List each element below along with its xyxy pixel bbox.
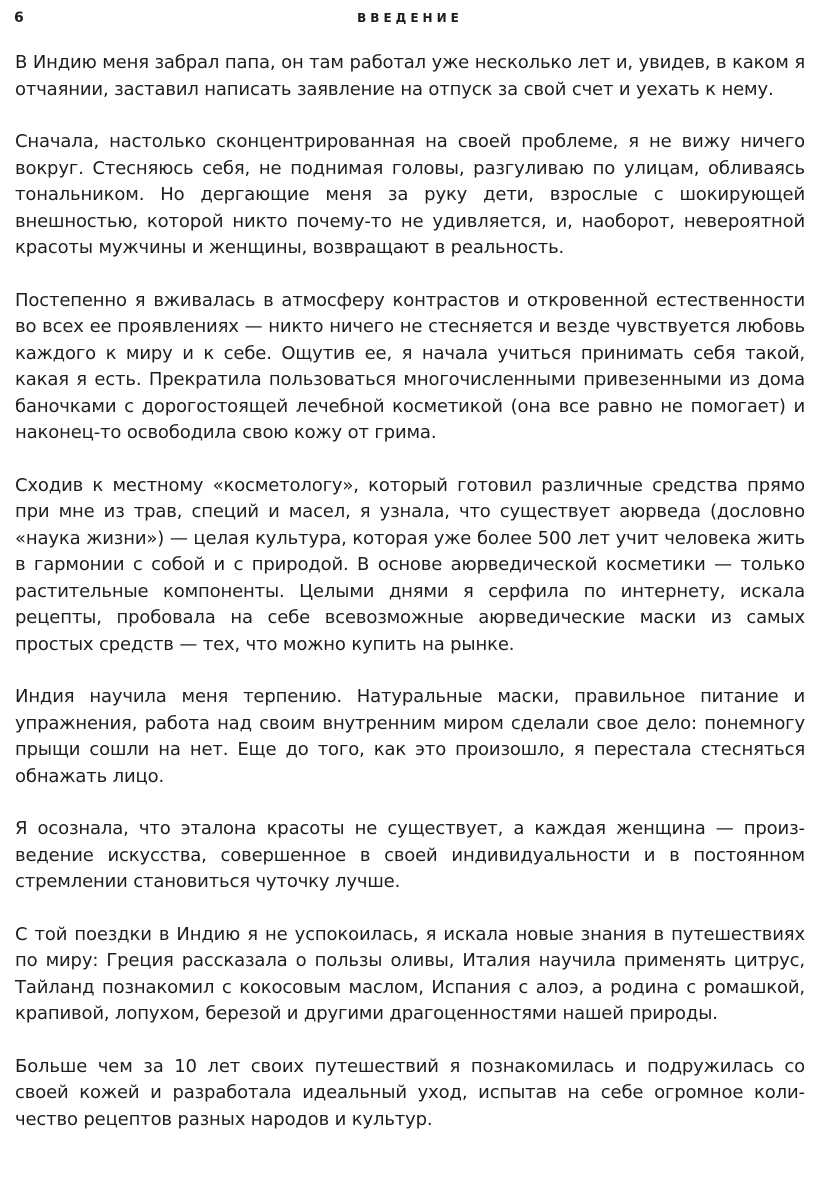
page-number: 6 (14, 10, 24, 26)
paragraph: С той поездки в Индию я не успокоилась, я искала новые знания в путешествиях по миру: Греция рассказала о пользы оливы, Италия научила применять цитрус, Тайланд познакомил с кокосовым маслом, Испания с алоэ, а родина с ромашкой, крапивой, лопухом, березой и другими драгоценностями нашей природы. (15, 923, 805, 1024)
paragraph: Я осознала, что эталона красоты не существует, а каждая женщина — произведение искусства, совершенное в своей индивидуальности и в постоянном стремлении становиться чуточку лучше. (15, 818, 805, 892)
paragraph: Сходив к местному «косметологу», который готовил различные средства прямо при мне из трав, специй и масел, я узнала, что существует аюрведа (дословно «наука жизни») — целая культура, которая уже более 500 лет учит человека жить в гармонии с собой и с природой. В основе аюрведической косметики — только растительные компоненты. Целыми днями я серфила по интернету, искала рецепты, пробовала на себе всевозможные аюрведические маски из самых простых средств — тех, что можно купить на рынке. (15, 474, 805, 655)
paragraph: Индия научила меня терпению. Натуральные маски, правильное питание и упражнения, работа над своим внутренним миром сделали свое дело: понемногу прыщи сошли на нет. Еще до того, как это произошло, я перестала стесняться обнажать лицо. (15, 686, 805, 787)
paragraph: Больше чем за 10 лет своих путешествий я познакомилась и подружилась со своей кожей и разработала идеальный уход, испытав на себе огромное количество рецептов разных народов и культур. (15, 1055, 805, 1130)
paragraph: Сначала, настолько сконцентрированная на своей проблеме, я не вижу ничего вокруг. Стесняюсь себя, не поднимая головы, разгуливаю по улицам, обливаясь тональником. Но дергающие меня за руку дети, взрослые с шокирующей внешностью, которой никто почему-то не удивляется, и, наоборот, невероятной красоты мужчины и женщины, возвращают в реальность. (15, 131, 805, 258)
page-header (14, 8, 806, 30)
paragraph: В Индию меня забрал папа, он там работал уже несколько лет и, увидев, в каком я отчаянии, заставил написать заявление на отпуск за свой счет и уехать к нему. (15, 52, 805, 100)
running-head-title: ВВЕДЕНИЕ (357, 11, 463, 25)
paragraph: Постепенно я вживалась в атмосферу контрастов и откровенной естественности во всех ее проявлениях — никто ничего не стесняется и везде чувствуется любовь каждого к миру и к себе. Ощутив ее, я начала учиться принимать себя такой, какая я есть. Прекратила пользоваться многочисленными привезенными из дома баночками с дорогостоящей лечебной косметикой (она все равно не помогает) и наконец-то освободила свою кожу от грима. (15, 289, 805, 443)
body-text (15, 50, 805, 1159)
